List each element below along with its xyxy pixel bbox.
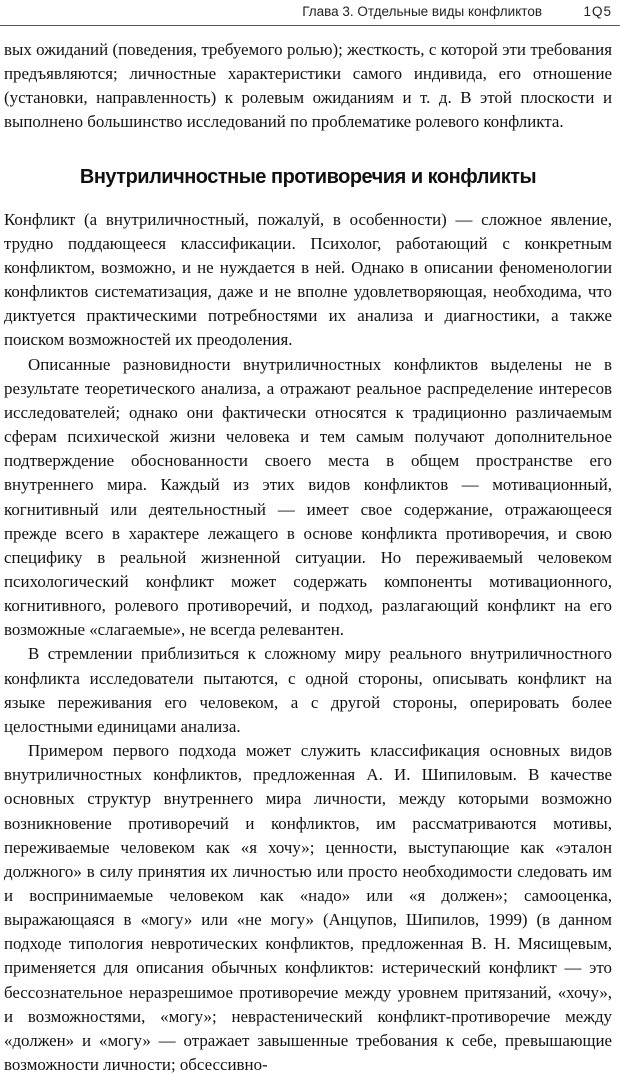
chapter-title: Глава 3. Отдельные виды конфликтов	[302, 4, 542, 19]
body-text	[4, 38, 612, 1077]
paragraph-2: Описанные разновидности внутриличностных конфликтов выделены не в результате теоретического анализа, а отражают реальное распределение интересов исследователей; однако они фактически относятся к традиционно различаемым сферам психической жизни человека и тем самым получают дополнительное подтверждение обоснованности своего места в общем пространстве его внутреннего мира. Каждый из этих видов конфликтов — мотивационный, когнитивный или деятельностный — имеет свое содержание, отражающееся прежде всего в характере лежащего в основе конфликта противоречия, и свою специфику в реальной жизненной ситуации. Но переживаемый человеком психологический конфликт может содержать компоненты мотивационного, когнитивного, ролевого противоречий, и подход, разлагающий конфликт на его возможные «слагаемые», не всегда релевантен.	[4, 354, 612, 640]
paragraph-4: Примером первого подхода может служить классификация основных видов внутриличностных конфликтов, предложенная А. И. Шипиловым. В качестве основных структур внутреннего мира личности, между которыми возможно возникновение противоречий и конфликтов, им рассматриваются мотивы, переживаемые человеком как «я хочу»; ценности, выступающие как «эталон должного» в силу принятия их личностью или просто необходимости следовать им и воспринимаемые человеком как «надо» или «я должен»; самооценка, выражающаяся в «могу» или «не могу» (Анцупов, Шипилов, 1999) (в данном подходе типология невротических конфликтов, предложенная В. Н. Мясищевым, применяется для описания обычных конфликтов: истерический конфликт — это бессознательное неразрешимое противоречие между уровнем притязаний, «хочу», и возможностями, «могу»; неврастенический конфликт-противоречие между «должен» и «могу» — отражает завышенные требования к себе, превышающие возможности личности; обсессивно-	[4, 741, 612, 1075]
header-rule	[0, 25, 620, 26]
running-head	[0, 0, 620, 26]
paragraph-1: Конфликт (а внутриличностный, пожалуй, в особенности) — сложное явление, трудно поддающееся классификации. Психолог, работающий с конкретным конфликтом, возможно, и не нуждается в ней. Однако в описании феноменологии конфликтов систематизация, даже и не вполне удовлетворяющая, необходима, что диктуется практическими потребностями их анализа и диагностики, а также поиском возможностей их преодоления.	[4, 209, 612, 350]
paragraph-continuation: вых ожиданий (поведения, требуемого ролью); жесткость, с которой эти требования предъявляются; личностные характеристики самого индивида, его отношение (установки, направленность) к ролевым ожиданиям и т. д. В этой плоскости и выполнено большинство исследований по проблематике ролевого конфликта.	[4, 40, 612, 132]
section-heading: Внутриличностные противоречия и конфликты	[79, 165, 537, 188]
page-number: 1Q5	[583, 4, 612, 19]
paragraph-3: В стремлении приблизиться к сложному миру реального внутриличностного конфликта исследователи пытаются, с одной стороны, описывать конфликт на языке переживания его человеком, а с другой стороны, оперировать более целостными единицами анализа.	[4, 644, 612, 736]
